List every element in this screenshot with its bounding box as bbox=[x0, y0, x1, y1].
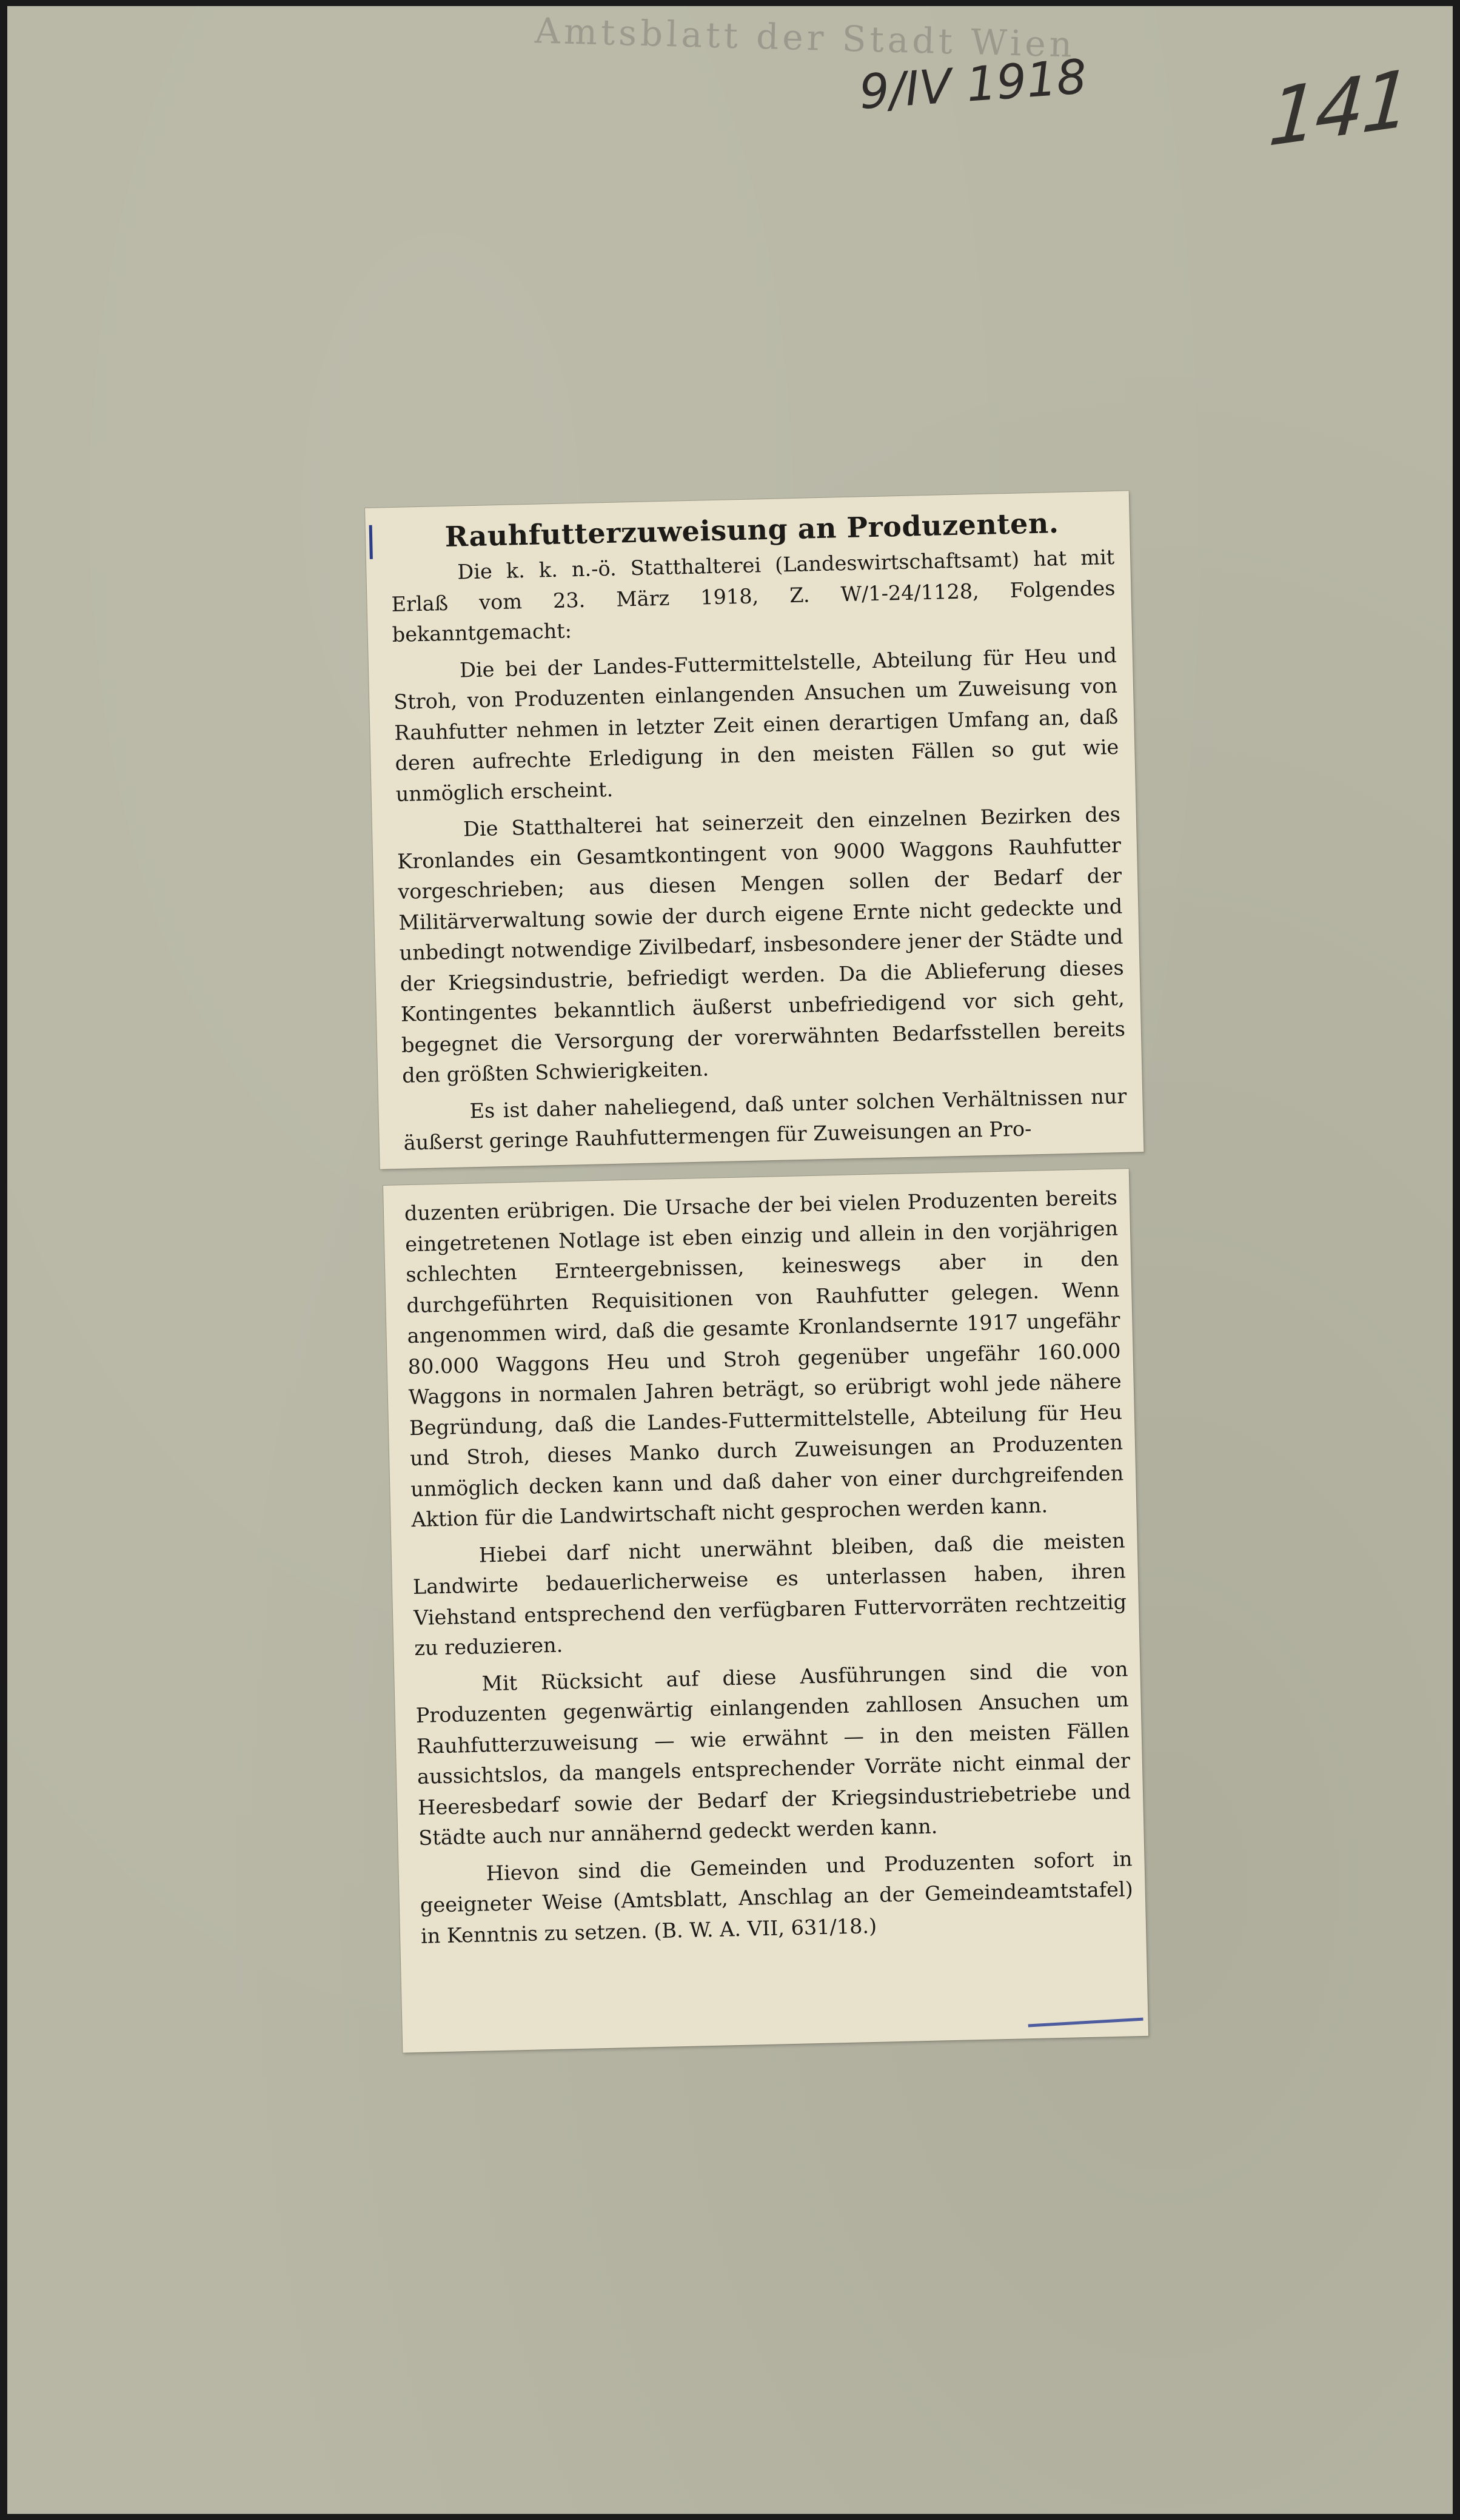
article-headline: Rauhfutterzuweisung an Produzenten. bbox=[444, 506, 1059, 554]
newspaper-clipping-bottom bbox=[383, 1169, 1148, 2053]
article-paragraph: Die bei der Landes-Futtermittelstelle, Abteilung für Heu und Stroh, von Produzenten einlangenden Ansuchen um Zuweisung von Rauhfutter nehmen in letzter Zeit einen derartigen Umfang an, daß deren aufrechte Erledigung in den meisten Fällen so gut wie unmöglich erscheint. bbox=[393, 643, 1119, 806]
newspaper-clipping-top bbox=[365, 491, 1144, 1169]
article-paragraph: Hiebei darf nicht unerwähnt bleiben, daß die meisten Landwirte bedauerlicherweise es unterlassen haben, ihren Viehstand entsprechend den verfügbaren Futtervorräten rechtzeitig zu reduzieren. bbox=[412, 1528, 1127, 1661]
blue-pencil-stroke bbox=[1028, 2018, 1144, 2028]
article-paragraph: Es ist daher naheliegend, daß unter solchen Verhältnissen nur äußerst geringe Rauhfuttermengen für Zuweisungen an Pro- bbox=[403, 1084, 1127, 1155]
folio-number: 141 bbox=[1265, 53, 1412, 165]
archive-sheet bbox=[7, 6, 1453, 2514]
article-paragraph: Mit Rücksicht auf diese Ausführungen sind die von Produzenten gegenwärtig einlangenden zahllosen Ansuchen um Rauhfutterzuweisung — wie erwähnt — in den meisten Fällen aussichtslos, da mangels entsprechender Vorräte nicht einmal der Heeresbedarf sowie der Bedarf der Kriegsindustriebetriebe und Städte auch nur annähernd gedeckt werden kann. bbox=[415, 1656, 1131, 1850]
blue-pencil-mark bbox=[369, 525, 373, 559]
article-paragraph: Hievon sind die Gemeinden und Produzenten sofort in geeigneter Weise (Amtsblatt, Anschlag an der Gemeindeamtstafel) in Kenntnis zu setzen. (B. W. A. VII, 631/18.) bbox=[420, 1846, 1134, 1948]
article-paragraph: duzenten erübrigen. Die Ursache der bei vielen Produzenten bereits eingetretenen Notlage ist eben einzig und allein in den vorjährigen schlechten Ernteergebnissen, keineswegs aber in den durchgeführten Requisitionen von Rauhfutter gelegen. Wenn angenommen wird, daß die gesamte Kronlandsernte 1917 ungefähr 80.000 Waggons Heu und Stroh gegenüber ungefähr 160.000 Waggons in normalen Jahren beträgt, so erübrigt wohl jede nähere Begründung, daß die Landes-Futtermittelstelle, Abteilung für Heu und Stroh, dieses Manko durch Zuweisungen an Produzenten unmöglich decken kann und daß daher von einer durchgreifenden Aktion für die Landwirtschaft nicht gesprochen werden kann. bbox=[404, 1185, 1124, 1532]
article-paragraph: Die k. k. n.-ö. Statthalterei (Landeswirtschaftsamt) hat mit Erlaß vom 23. März 1918, Z. W/1-24/1128, Folgendes bekanntgemacht: bbox=[391, 545, 1116, 647]
article-paragraph: Die Statthalterei hat seinerzeit den einzelnen Bezirken des Kronlandes ein Gesamtkontingent von 9000 Waggons Rauhfutter vorgeschrieben; aus diesen Mengen sollen der Bedarf der Militärverwaltung sowie der durch eigene Ernte nicht gedeckte und unbedingt notwendige Zivilbedarf, insbesondere jener der Städte und der Kriegsindustrie, befriedigt werden. Da die Ablieferung dieses Kontingentes bekanntlich äußerst unbefriedigend vor sich geht, begegnet die Versorgung der vorerwähnten Bedarfsstellen bereits den größten Schwierigkeiten. bbox=[397, 802, 1126, 1087]
handwritten-date: 9/IV 1918 bbox=[857, 50, 1089, 120]
archive-stamp: Amtsblatt der Stadt Wien bbox=[534, 10, 1076, 66]
